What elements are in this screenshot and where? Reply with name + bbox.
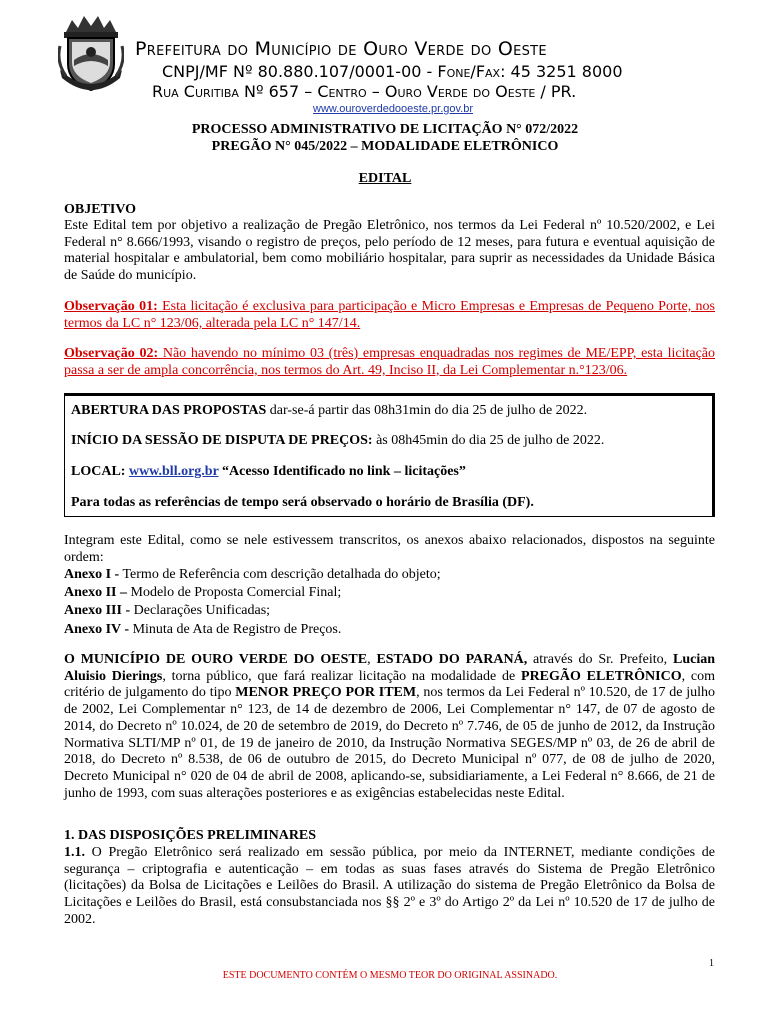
anexo-text: Termo de Referência com descrição detalhada do objeto;: [119, 567, 441, 582]
text-fragment: , nos termos da Lei Federal nº 10.520, de 17 de julho de 2002, Lei Complementar n° 123, de 14 de dezembro de 2006, Lei Complementar n° 147, de 07 de agosto de 2014, do Decreto nº 10.024, de 20 de setembro de 2019, do Decreto nº 7.746, de 05 de junho de 2012, da Instrução Normativa SLTI/MP nº 01, de 19 de janeiro de 2010, da Instrução Normativa SEGES/MP nº 03, de 26 de abril de 2018, do Decreto nº 8.538, de 06 de outubro de 2015, do Decreto Municipal nº 077, de 08 de julho de 2020, Decreto Municipal n° 020 de 04 de abril de 2008, aplicando-se, subsidiariamente, a Lei Federal n° 8.666, de 21 de junho de 1993, com suas alterações posteriores e as exigências estabelecidas neste Edital.: [64, 685, 715, 801]
observacao-01: [64, 299, 715, 332]
anexo-item: [64, 585, 341, 601]
header-cnpj-line: CNPJ/MF Nº 80.880.107/0001-00 - Fone/Fax: 45 3251 8000: [162, 62, 623, 81]
anexo-text: Declarações Unificadas;: [130, 603, 271, 618]
process-title: PROCESSO ADMINISTRATIVO DE LICITAÇÃO N° 072/2022: [191, 122, 579, 137]
text-fragment: , com critério de julgamento do tipo: [64, 668, 715, 701]
objetivo-heading: OBJETIVO: [64, 202, 137, 217]
observacao-01-text: Esta licitação é exclusiva para participação e Micro Empresas e Empresas de Pequeno Porte, nos termos da LC n° 123/06, alterada pela LC n° 147/14.: [64, 299, 715, 331]
anexo-label: Anexo IV -: [64, 622, 130, 637]
page-number: 1: [709, 958, 714, 969]
objetivo-text: Este Edital tem por objetivo a realização de Pregão Eletrônico, nos termos da Lei Federal nº 10.520/2002, e Lei Federal n° 8.666/1993, visando o registro de preços, pelo período de 12 meses, para futura e eventual aquisição de material hospitalar e ambulatorial, bem como mobiliário hospitalar, para suprir as necessidades da Unidade Básica de Saúde do município.: [64, 218, 715, 284]
municipio-paragraph: [64, 652, 715, 802]
anexo-item: [64, 622, 341, 638]
criterio: MENOR PREÇO POR ITEM: [235, 685, 417, 701]
section-1-heading: 1. DAS DISPOSIÇÕES PRELIMINARES: [64, 828, 317, 843]
integram-text: Integram este Edital, como se nele estivessem transcritos, os anexos abaixo relacionados, dispostos na seguinte ordem:: [64, 533, 715, 565]
anexo-label: Anexo III -: [64, 603, 131, 618]
pregao-title: PREGÃO N° 045/2022 – MODALIDADE ELETRÔNICO: [211, 139, 559, 154]
bll-link[interactable]: www.bll.org.br: [128, 464, 219, 479]
prefeito-name: Lucian Aluisio Dierings: [64, 652, 715, 684]
header-address-line: Rua Curitiba Nº 657 – Centro – Ouro Verde do Oeste / PR.: [152, 82, 577, 101]
text-fragment: através do Sr. Prefeito,: [527, 652, 673, 667]
anexo-text: Minuta de Ata de Registro de Preços.: [129, 622, 342, 637]
observacao-02-text: Não havendo no mínimo 03 (três) empresas enquadradas nos regimes de ME/EPP, esta licitação passa a ser de ampla concorrência, nos termos do Art. 49, Inciso II, da Lei Complementar n.°123/06.: [64, 346, 715, 378]
text-fragment: , torna público, que fará realizar licitação na modalidade de: [162, 668, 522, 684]
header-title: Prefeitura do Município de Ouro Verde do Oeste: [135, 38, 547, 60]
section-1-1-number: 1.1.: [64, 845, 85, 860]
anexo-item: [64, 603, 270, 619]
observacao-02-label: Observação 02:: [64, 346, 159, 361]
anexo-label: Anexo II –: [64, 585, 128, 600]
municipal-coat-of-arms-icon: [58, 12, 124, 94]
abertura-text: dar-se-á partir das 08h31min do dia 25 de julho de 2022.: [266, 403, 588, 418]
local-text: “Acesso Identificado no link – licitações”: [218, 464, 466, 479]
observacao-01-label: Observação 01:: [64, 299, 158, 314]
local-label: LOCAL:: [71, 464, 129, 479]
anexo-item: [64, 567, 441, 583]
text-fragment: ,: [367, 652, 377, 667]
footer-note: ESTE DOCUMENTO CONTÉM O MESMO TEOR DO ORIGINAL ASSINADO.: [222, 970, 558, 981]
section-1-1: [64, 845, 715, 929]
abertura-line: [71, 403, 587, 419]
brasilia-note: Para todas as referências de tempo será observado o horário de Brasília (DF).: [71, 495, 534, 510]
edital-title: EDITAL: [358, 171, 412, 186]
anexo-label: Anexo I -: [64, 567, 120, 582]
section-1-1-text: O Pregão Eletrônico será realizado em sessão pública, por meio da INTERNET, mediante condições de segurança – criptografia e autenticação – em todas as suas fases através do Sistema de Pregão Eletrônico (licitações) da Bolsa de Licitações e Leilões do Brasil. A utilização do sistema de Pregão Eletrônico da Bolsa de Licitações e Leilões do Brasil, está consubstanciada nos §§ 2º e 3º do Artigo 2º da Lei nº 10.520 de 17 de julho de 2002.: [64, 845, 715, 927]
municipio-name: O MUNICÍPIO DE OURO VERDE DO OESTE: [64, 652, 368, 667]
inicio-line: [71, 433, 604, 449]
estado-name: ESTADO DO PARANÁ,: [376, 652, 528, 667]
anexo-text: Modelo de Proposta Comercial Final;: [127, 585, 342, 600]
observacao-02: [64, 346, 715, 379]
dates-box: [64, 393, 715, 517]
inicio-text: às 08h45min do dia 25 de julho de 2022.: [372, 433, 605, 448]
modalidade: PREGÃO ELETRÔNICO: [521, 668, 682, 684]
inicio-label: INÍCIO DA SESSÃO DE DISPUTA DE PREÇOS:: [71, 433, 373, 448]
website-link[interactable]: www.ouroverdedooeste.pr.gov.br: [313, 103, 473, 115]
abertura-label: ABERTURA DAS PROPOSTAS: [71, 403, 267, 418]
local-line: [71, 464, 466, 480]
